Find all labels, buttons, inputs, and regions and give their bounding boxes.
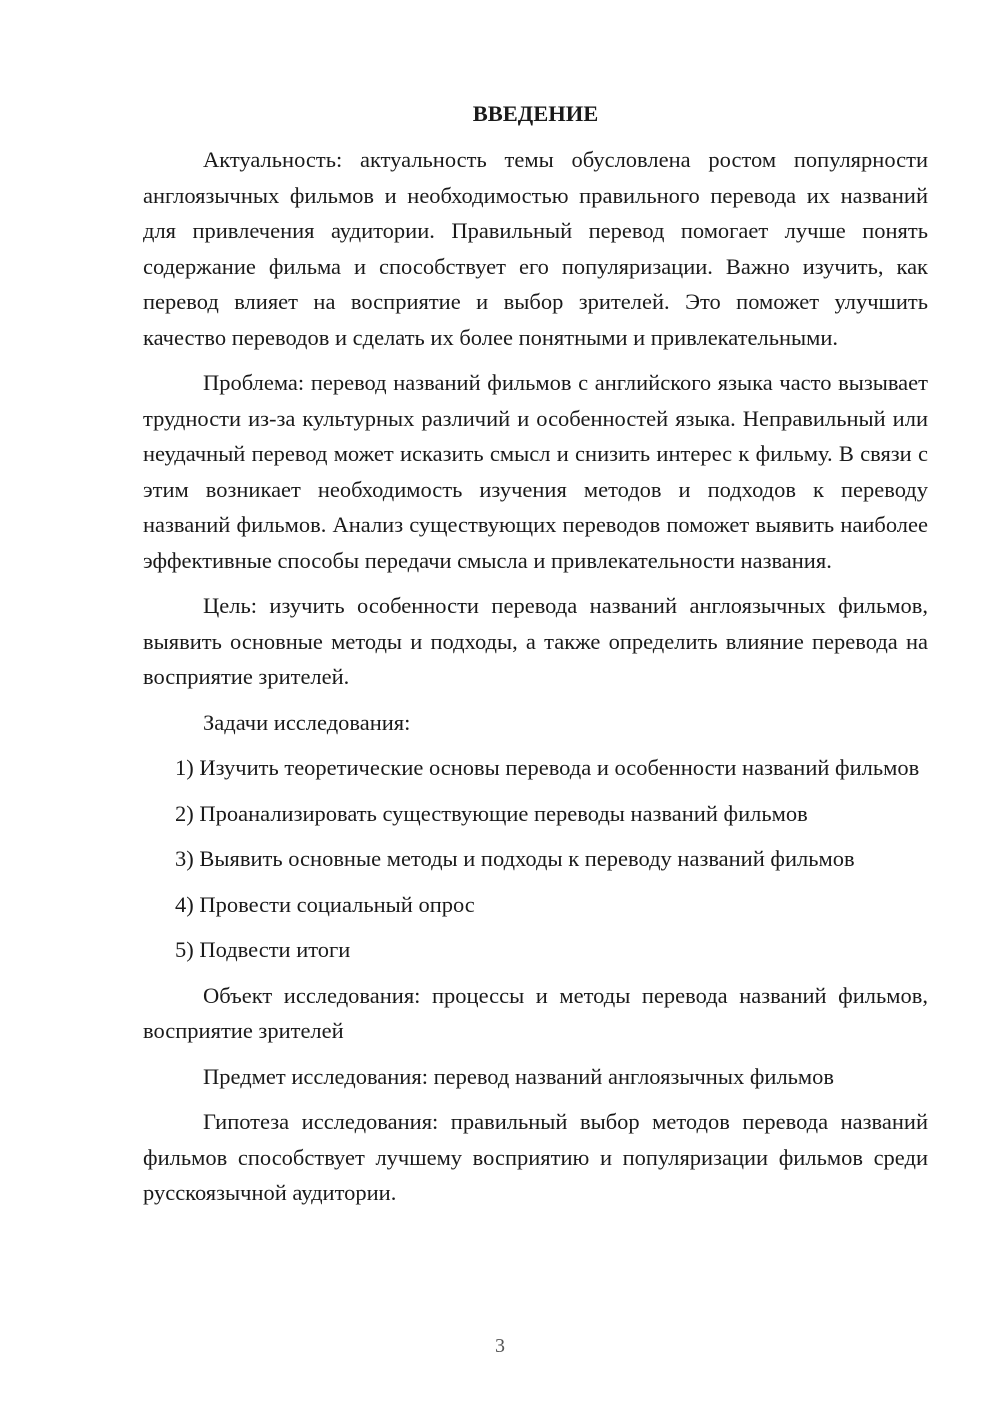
document-body (143, 96, 928, 1211)
page-number: 3 (495, 1335, 505, 1357)
task-item: 1) Изучить теоретические основы перевода и особенности названий фильмов (175, 755, 920, 780)
task-item: 2) Проанализировать существующие переводы названий фильмов (175, 800, 808, 826)
relevance-paragraph: Актуальность: актуальность темы обусловлена ростом популярности англоязычных фильмов и необходимостью правильного перевода их названий для привлечения аудитории. Правильный перевод помогает лучше понять содержание фильма и способствует его популяризации. Важно изучить, как перевод влияет на восприятие и выбор зрителей. Это поможет улучшить качество переводов и сделать их более понятными и привлекательными. (143, 147, 928, 350)
task-item: 4) Провести социальный опрос (175, 891, 475, 917)
task-item: 5) Подвести итоги (175, 937, 351, 962)
section-title: ВВЕДЕНИЕ (472, 101, 599, 126)
task-item: 3) Выявить основные методы и подходы к переводу названий фильмов (175, 846, 855, 871)
hypothesis-paragraph: Гипотеза исследования: правильный выбор методов перевода названий фильмов способствует лучшему восприятию и популяризации фильмов среди русскоязычной аудитории. (143, 1109, 928, 1205)
problem-paragraph: Проблема: перевод названий фильмов с английского языка часто вызывает трудности из-за культурных различий и особенностей языка. Неправильный или неудачный перевод может исказить смысл и снизить интерес к фильму. В связи с этим возникает необходимость изучения методов и подходов к переводу названий фильмов. Анализ существующих переводов поможет выявить наиболее эффективные способы передачи смысла и привлекательности названия. (143, 370, 928, 573)
subject-paragraph: Предмет исследования: перевод названий англоязычных фильмов (203, 1063, 835, 1089)
tasks-heading: Задачи исследования: (203, 709, 411, 735)
object-paragraph: Объект исследования: процессы и методы перевода названий фильмов, восприятие зрителей (143, 982, 928, 1043)
goal-paragraph: Цель: изучить особенности перевода названий англоязычных фильмов, выявить основные методы и подходы, а также определить влияние перевода на восприятие зрителей. (143, 593, 928, 689)
